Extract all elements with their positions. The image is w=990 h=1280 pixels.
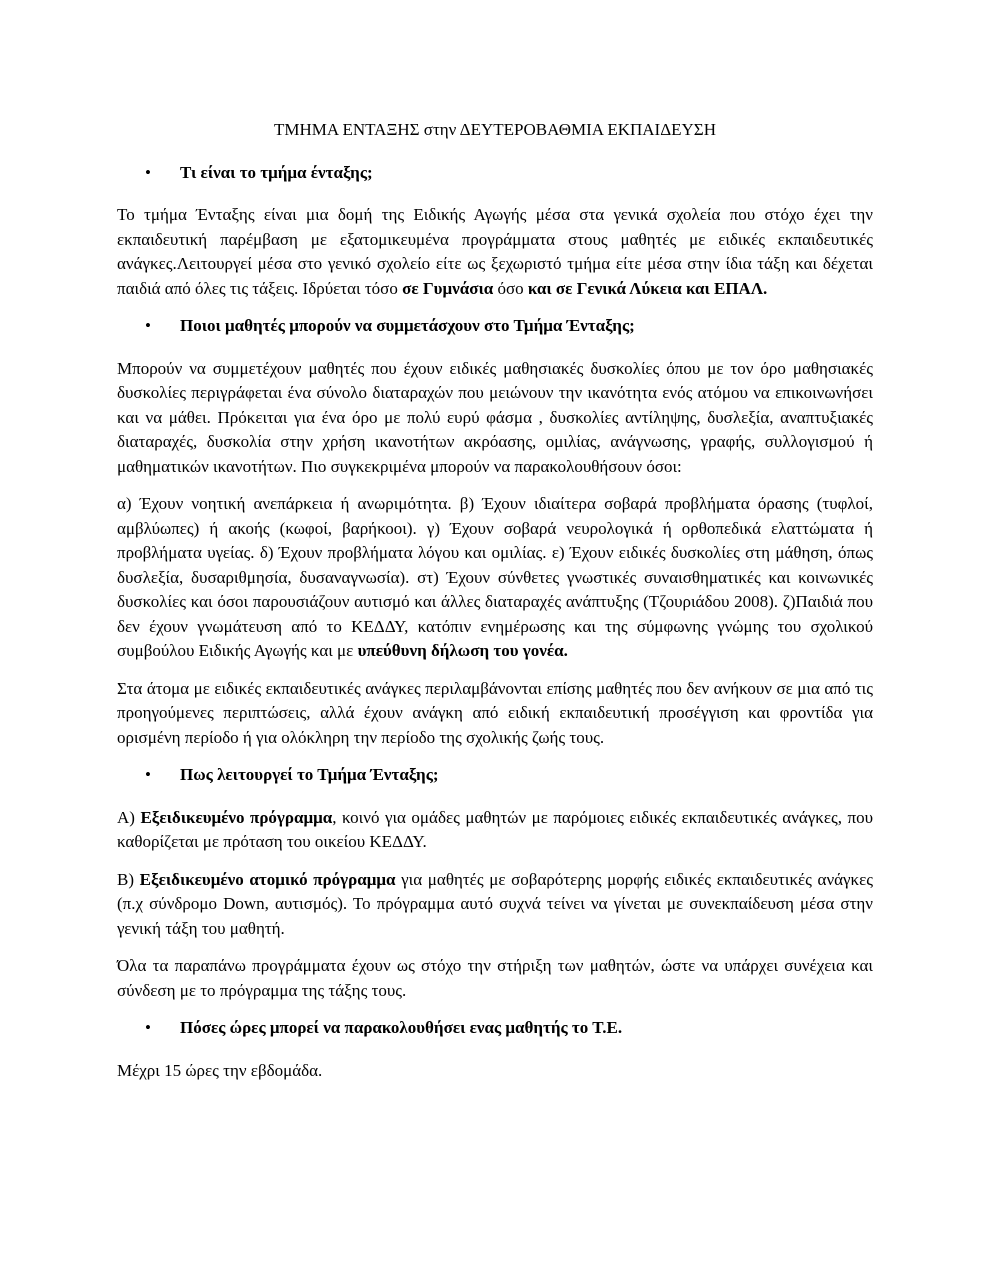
paragraph-text: Το τμήμα Ένταξης είναι μια δομή της Ειδικής Αγωγής μέσα στα γενικά σχολεία που στόχο έχει την εκπαιδευτική παρέμβαση με εξατομικευμένα προγράμματα στους μαθητές με ειδικές εκπαιδευτικές ανάγκες.Λειτουργεί μέσα στο γενικό σχολείο είτε ως ξεχωριστό τμήμα είτε μέσα στην ίδια τάξη και δέχεται παιδιά από όλες τις τάξεις. Ιδρύεται τόσο	[117, 205, 873, 298]
paragraph-program-a	[117, 806, 873, 855]
bold-text: σε Γυμνάσια	[402, 278, 494, 298]
section-heading-who	[117, 314, 873, 339]
paragraph-text: για μαθητές με σοβαρότερης μορφής ειδικές εκπαιδευτικές ανάγκες (π.χ σύνδρομο Down, αυτισμός). Το πρόγραμμα αυτό συχνά τείνει να γίνεται με συνεκπαίδευση μέσα στην γενική τάξη του μαθητή.	[117, 869, 873, 938]
bold-text: Εξειδικευμένο ατομικό πρόγραμμα	[139, 869, 396, 889]
paragraph-learning-difficulties: Μπορούν να συμμετέχουν μαθητές που έχουν ειδικές μαθησιακές δυσκολίες όπου με τον όρο μαθησιακές δυσκολίες περιγράφεται ένα σύνολο διαταραχών που μειώνουν την ικανότητα ενός ατόμου να επικοινωνήσει και να μάθει. Πρόκειται για ένα όρο με πολύ ευρύ φάσμα , δυσκολίες αντίληψης, δυσλεξία, αναπτυξιακές διαταραχές, δυσκολία στην χρήση ικανοτήτων ακρόασης, ομιλίας, ανάγνωσης, γραφής, συλλογισμού ή μαθηματικών ικανοτήτων. Πιο συγκεκριμένα μπορούν να παρακολουθήσουν όσοι:	[117, 358, 873, 476]
paragraph-text: Α)	[117, 807, 141, 827]
paragraph-text: α) Έχουν νοητική ανεπάρκεια ή ανωριμότητα. β) Έχουν ιδιαίτερα σοβαρά προβλήματα όρασης (τυφλοί, αμβλύωπες) ή ακοής (κωφοί, βαρήκοοι). γ) Έχουν σοβαρά νευρολογικά ή ορθοπεδικά ελαττώματα ή προβλήματα υγείας. δ) Έχουν προβλήματα λόγου και ομιλίας. ε) Έχουν ειδικές δυσκολίες στη μάθηση, όπως δυσλεξία, δυσαριθμησία, δυσαναγνωσία). στ) Έχουν σύνθετες γνωστικές συναισθηματικές και κοινωνικές δυσκολίες και όσοι παρουσιάζουν αυτισμό και άλλες διαταραχές ανάπτυξης (Τζουριάδου 2008). ζ)Παιδιά που δεν έχουν γνωμάτευση από το ΚΕΔΔΥ, κατόπιν ενημέρωσης και της σύμφωνης γνώμης του σχολικού συμβούλου Ειδικής Αγωγής και με	[117, 494, 873, 660]
paragraph-text: , κοινό για ομάδες μαθητών με παρόμοιες ειδικές εκπαιδευτικές ανάγκες, που καθορίζεται με πρόταση του οικείου ΚΕΔΔΥ.	[117, 807, 873, 851]
paragraph-definition	[117, 203, 873, 301]
bold-text: Εξειδικευμένο πρόγραμμα	[140, 807, 333, 827]
paragraph-hours: Μέχρι 15 ώρες την εβδομάδα.	[117, 1060, 323, 1080]
paragraph-program-b	[117, 868, 873, 942]
bullet-icon: •	[145, 316, 151, 335]
bullet-icon: •	[145, 1018, 151, 1037]
document-title: ΤΜΗΜΑ ΕΝΤΑΞΗΣ στην ΔΕΥΤΕΡΟΒΑΘΜΙΑ ΕΚΠΑΙΔΕΥΣΗ	[274, 120, 716, 139]
section-heading-text: Ποιοι μαθητές μπορούν να συμμετάσχουν στο Τμήμα Ένταξης;	[180, 316, 635, 335]
bullet-icon: •	[145, 162, 151, 182]
bold-text: υπεύθυνη δήλωση του γονέα.	[357, 641, 568, 660]
paragraph-categories	[117, 492, 873, 664]
section-heading-how	[117, 763, 873, 788]
section-heading-text: Τι είναι το τμήμα ένταξης;	[180, 162, 373, 182]
bullet-icon: •	[145, 765, 151, 784]
section-heading-text: Πως λειτουργεί το Τμήμα Ένταξης;	[180, 765, 439, 784]
section-heading-hours	[117, 1016, 873, 1041]
section-heading-what-is	[117, 161, 873, 186]
paragraph-goal: Όλα τα παραπάνω προγράμματα έχουν ως στόχο την στήριξη των μαθητών, ώστε να υπάρχει συνέχεια και σύνδεση με το πρόγραμμα της τάξης τους.	[117, 956, 873, 1000]
section-heading-text: Πόσες ώρες μπορεί να παρακολουθήσει ενας μαθητής το Τ.Ε.	[180, 1018, 623, 1037]
bold-text: και σε Γενικά Λύκεια και ΕΠΑΛ.	[527, 278, 768, 298]
paragraph-other-needs: Στα άτομα με ειδικές εκπαιδευτικές ανάγκες περιλαμβάνονται επίσης μαθητές που δεν ανήκουν σε μια από τις προηγούμενες περιπτώσεις, αλλά έχουν ανάγκη από ειδική εκπαιδευτική προσέγγιση και φροντίδα για ορισμένη περίοδο ή για ολόκληρη την περίοδο της σχολικής ζωής τους.	[117, 678, 873, 747]
paragraph-text: Β)	[117, 869, 140, 889]
document-body	[117, 118, 873, 1083]
paragraph-text: όσο	[493, 278, 528, 298]
